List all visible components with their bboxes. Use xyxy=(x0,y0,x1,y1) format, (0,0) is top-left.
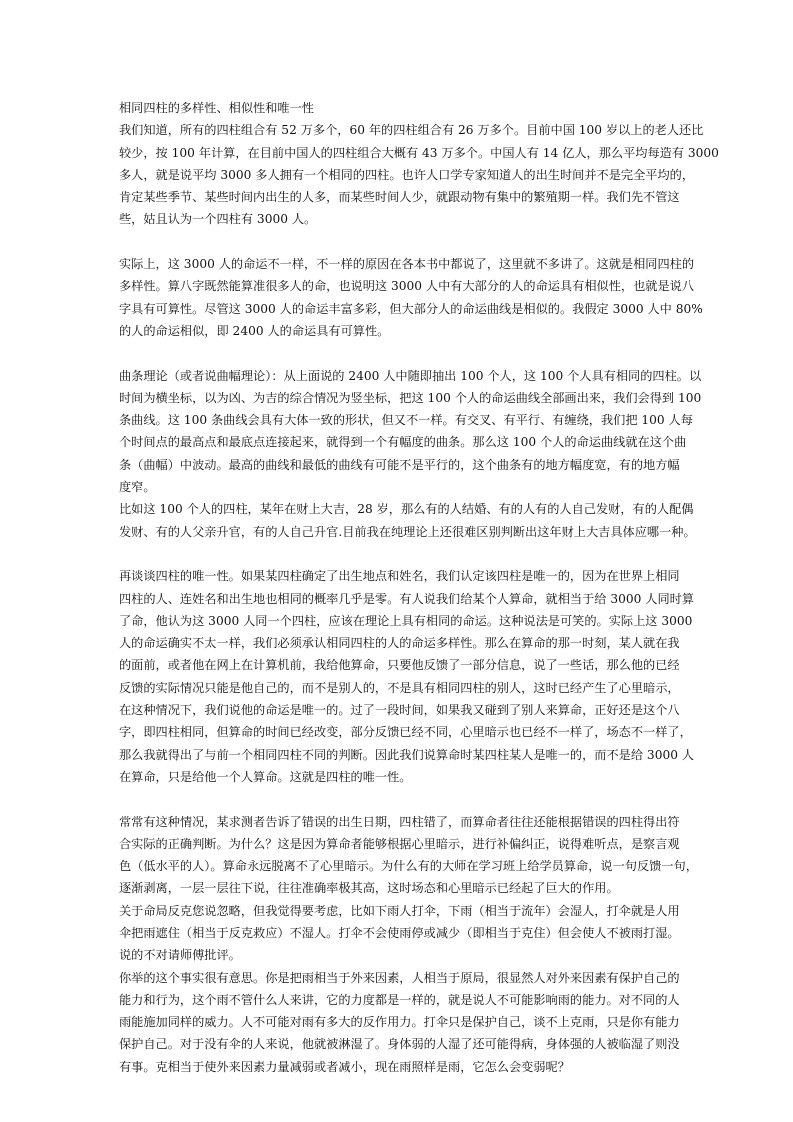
text-line: 合实际的正确判断。为什么？这是因为算命者能够根据心里暗示，进行补偏纠正，说得难听点，是察言观 xyxy=(119,836,680,851)
text-line: 你举的这个事实很有意思。你是把雨相当于外来因素，人相当于原局，很显然人对外来因素有保护自己的 xyxy=(119,970,680,985)
text-line: 有事。克相当于使外来因素力量减弱或者减小，现在雨照样是雨，它怎么会变弱呢？ xyxy=(119,1059,570,1074)
text-line: 条（曲幅）中波动。最高的曲线和最低的曲线有可能不是平行的，这个曲条有的地方幅度宽，有的地方幅 xyxy=(119,457,680,472)
text-line: 雨能施加同样的威力。人不可能对雨有多大的反作用力。打伞只是保护自己，谈不上克雨，只是你有能力 xyxy=(119,1015,680,1030)
text-line: 逐渐剥离，一层一层往下说，往往准确率极其高，这时场态和心里暗示已经起了巨大的作用。 xyxy=(119,881,619,896)
text-line: 反馈的实际情况只能是他自己的，而不是别人的，不是具有相同四柱的别人，这时已经产生了心里暗示， xyxy=(119,680,680,695)
document-page xyxy=(119,97,719,1078)
text-line: 那么我就得出了与前一个相同四柱不同的判断。因此我们说算命时某四柱某人是唯一的，而不是给 3000 人 xyxy=(119,747,695,762)
text-line: 的面前，或者他在网上在计算机前，我给他算命，只要他反馈了一部分信息，说了一些话，那么他的已经 xyxy=(119,658,680,673)
text-line: 了命，他认为这 3000 人同一个四柱，应该在理论上具有相同的命运。这种说法是可笑的。实际上这 3000 xyxy=(119,613,693,628)
text-line: 伞把雨遮住（相当于反克救应）不湿人。打伞不会使雨停或减少（即相当于克住）但会使人不被雨打湿。 xyxy=(119,925,680,940)
text-line: 能力和行为，这个雨不管什么人来讲，它的力度都是一样的，就是说人不可能影响雨的能力。对不同的人 xyxy=(119,992,680,1007)
paragraph-spacer xyxy=(119,231,680,253)
text-line: 关于命局反克您说忽略，但我觉得要考虑，比如下雨人打伞，下雨（相当于流年）会湿人，打伞就是人用 xyxy=(119,903,680,918)
text-line: 字，即四柱相同，但算命的时间已经改变，部分反馈已经不同，心里暗示也已经不一样了，场态不一样了， xyxy=(119,725,692,740)
paragraph-spacer xyxy=(119,342,680,364)
text-line: 多人，就是说平均 3000 多人拥有一个相同的四柱。也许人口学专家知道人的出生时间并不是完全平均的， xyxy=(119,167,695,182)
text-line: 时间为横坐标，以为凶、为吉的综合情况为竖坐标，把这 100 个人的命运曲线全部画出来，我们会得到 100 xyxy=(119,390,702,405)
text-line: 在算命，只是给他一个人算命。这就是四柱的唯一性。 xyxy=(119,769,412,784)
text-line: 保护自己。对于没有伞的人来说，他就被淋湿了。身体弱的人湿了还可能得病，身体强的人被临湿了则没 xyxy=(119,1037,680,1052)
paragraph xyxy=(119,253,703,342)
text-line: 字具有可算性。尽管这 3000 人的命运丰富多彩，但大部分人的命运曲线是相似的。我假定 3000 人中 80% xyxy=(119,301,703,316)
text-line: 在这种情况下，我们说他的命运是唯一的。过了一段时间，如果我又碰到了别人来算命，正好还是这个八 xyxy=(119,703,680,718)
text-line: 的人的命运相似，即 2400 人的命运具有可算性。 xyxy=(119,323,390,338)
paragraph-spacer xyxy=(119,788,680,810)
text-line: 比如这 100 个人的四柱，某年在财上大吉，28 岁，那么有的人结婚、有的人有的人自己发财，有的人配偶 xyxy=(119,502,694,517)
text-line: 发财、有的人父亲升官，有的人自己升官.目前我在纯理论上还很难区别判断出这年财上大吉具体应哪一种。 xyxy=(119,524,696,539)
text-line: 较少，按 100 年计算，在目前中国人的四柱组合大概有 43 万多个。中国人有 14 亿人，那么平均每造有 3000 xyxy=(119,145,719,160)
text-line: 曲条理论（或者说曲幅理论）：从上面说的 2400 人中随即抽出 100 个人，这 100 个人具有相同的四柱。以 xyxy=(119,368,702,383)
text-line: 说的不对请师傅批评。 xyxy=(119,948,241,963)
text-line: 常常有这种情况，某求测者告诉了错误的出生日期，四柱错了，而算命者往往还能根据错误的四柱得出符 xyxy=(119,814,680,829)
text-line: 人的命运确实不太一样，我们必须承认相同四柱的人的命运多样性。那么在算命的那一时刻，某人就在我 xyxy=(119,636,680,651)
text-line: 个时间点的最高点和最底点连接起来，就得到一个有幅度的曲条。那么这 100 个人的命运曲线就在这个曲 xyxy=(119,435,687,450)
paragraph xyxy=(119,119,719,230)
paragraph xyxy=(119,811,698,1079)
text-line: 肯定某些季节、某些时间内出生的人多，而某些时间人少，就跟动物有集中的繁殖期一样。我们先不管这 xyxy=(119,190,680,205)
text-line: 四柱的人、连姓名和出生地也相同的概率几乎是零。有人说我们给某个人算命，就相当于给 3000 人同时算 xyxy=(119,591,695,606)
text-line: 条曲线。这 100 条曲线会具有大体一致的形状，但又不一样。有交叉、有平行、有缠绕，我们把 100 人每 xyxy=(119,413,693,428)
paragraph xyxy=(119,565,695,788)
text-line: 色（低水平的人）。算命永远脱离不了心里暗示。为什么有的大师在学习班上给学员算命，说一句反馈一句， xyxy=(119,859,698,874)
paragraph xyxy=(119,365,702,543)
text-line: 度窄。 xyxy=(119,480,156,495)
paragraph-spacer xyxy=(119,543,680,565)
text-line: 我们知道，所有的四柱组合有 52 万多个，60 年的四柱组合有 26 万多个。目前中国 100 岁以上的老人还比 xyxy=(119,123,704,138)
document-title: 相同四柱的多样性、相似性和唯一性 xyxy=(119,101,314,115)
text-line: 多样性。算八字既然能算准很多人的命，也说明这 3000 人中有大部分的人的命运具有相似性，也就是说八 xyxy=(119,279,695,294)
text-line: 实际上，这 3000 人的命运不一样，不一样的原因在各本书中都说了，这里就不多讲了。这就是相同四柱的 xyxy=(119,257,695,272)
document-body xyxy=(119,119,719,1078)
text-line: 些，姑且认为一个四柱有 3000 人。 xyxy=(119,212,317,227)
text-line: 再谈谈四柱的唯一性。如果某四柱确定了出生地点和姓名，我们认定该四柱是唯一的，因为在世界上相同 xyxy=(119,569,680,584)
